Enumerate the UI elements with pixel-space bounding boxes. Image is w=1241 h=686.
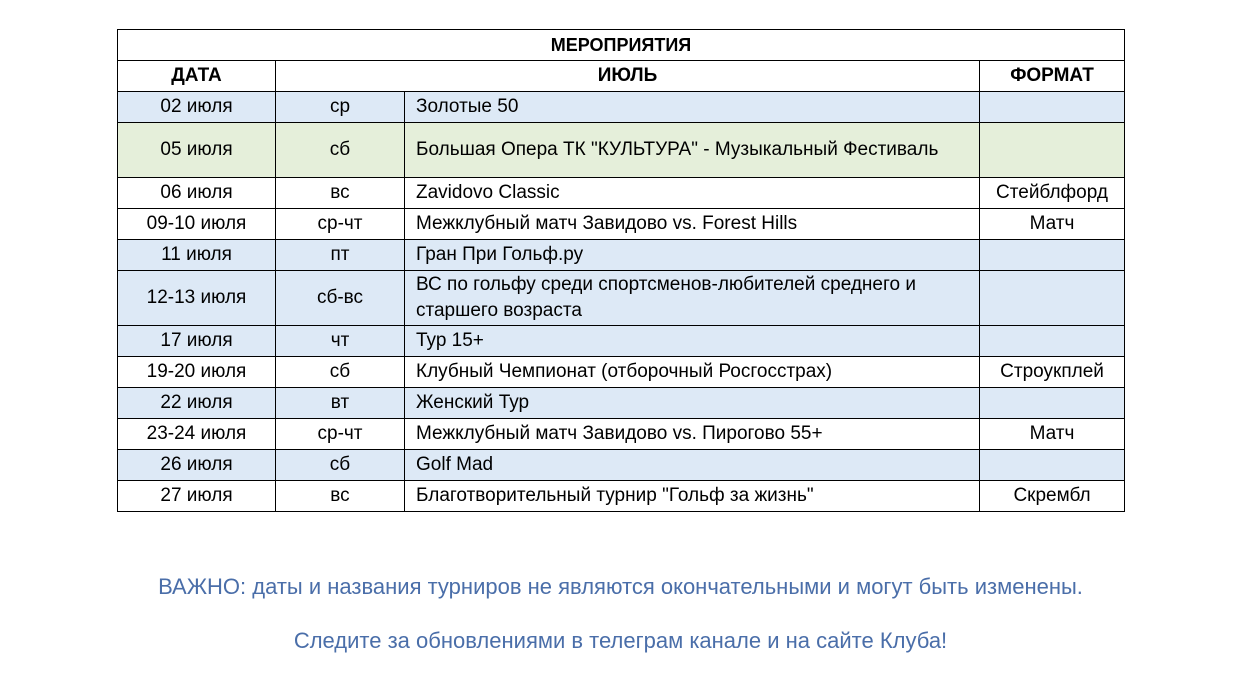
event-name: Golf Mad [405,450,980,481]
event-day: сб [276,357,405,388]
header-format: ФОРМАТ [980,61,1125,92]
event-format [980,388,1125,419]
table-row [118,326,1125,357]
events-table [117,29,1125,512]
event-name: Гран При Гольф.ру [405,240,980,271]
event-name: Благотворительный турнир "Гольф за жизнь" [405,481,980,512]
event-format [980,123,1125,178]
event-name: Zavidovo Classic [405,178,980,209]
table-row [118,388,1125,419]
table-row [118,419,1125,450]
event-day: ср [276,92,405,123]
event-date: 27 июля [118,481,276,512]
event-name: ВС по гольфу среди спортсменов-любителей среднего и старшего возраста [405,271,980,326]
event-date: 09-10 июля [118,209,276,240]
event-date: 22 июля [118,388,276,419]
event-date: 11 июля [118,240,276,271]
table-row [118,450,1125,481]
table-title: МЕРОПРИЯТИЯ [118,30,1125,61]
event-format: Матч [980,209,1125,240]
event-name: Клубный Чемпионат (отборочный Росгосстрах) [405,357,980,388]
event-day: сб-вс [276,271,405,326]
table-row [118,357,1125,388]
event-format [980,271,1125,326]
event-day: вт [276,388,405,419]
notice-important: ВАЖНО: даты и названия турниров не являются окончательными и могут быть изменены. [158,574,1083,599]
table-header-row [118,61,1125,92]
table-row [118,271,1125,326]
event-date: 12-13 июля [118,271,276,326]
event-format [980,240,1125,271]
header-date: ДАТА [118,61,276,92]
event-name: Золотые 50 [405,92,980,123]
event-format: Стейблфорд [980,178,1125,209]
event-format: Скрембл [980,481,1125,512]
table-row [118,178,1125,209]
event-day: ср-чт [276,209,405,240]
table-row [118,240,1125,271]
event-format [980,326,1125,357]
table-title-row [118,30,1125,61]
event-day: ср-чт [276,419,405,450]
event-day: чт [276,326,405,357]
event-name: Большая Опера ТК "КУЛЬТУРА" - Музыкальный Фестиваль [405,123,980,178]
header-month: ИЮЛЬ [276,61,980,92]
event-format: Строукплей [980,357,1125,388]
event-name: Межклубный матч Завидово vs. Forest Hills [405,209,980,240]
event-date: 02 июля [118,92,276,123]
table-row [118,481,1125,512]
event-date: 23-24 июля [118,419,276,450]
event-day: сб [276,450,405,481]
event-day: сб [276,123,405,178]
table-row [118,209,1125,240]
event-name: Женский Тур [405,388,980,419]
event-format [980,450,1125,481]
event-day: вс [276,481,405,512]
event-day: вс [276,178,405,209]
event-date: 26 июля [118,450,276,481]
event-date: 05 июля [118,123,276,178]
event-format: Матч [980,419,1125,450]
event-date: 17 июля [118,326,276,357]
table-row [118,92,1125,123]
table-row [118,123,1125,178]
event-format [980,92,1125,123]
event-date: 19-20 июля [118,357,276,388]
event-name: Межклубный матч Завидово vs. Пирогово 55+ [405,419,980,450]
event-name: Тур 15+ [405,326,980,357]
event-date: 06 июля [118,178,276,209]
event-day: пт [276,240,405,271]
notice-follow-updates: Следите за обновлениями в телеграм канале и на сайте Клуба! [293,628,948,653]
